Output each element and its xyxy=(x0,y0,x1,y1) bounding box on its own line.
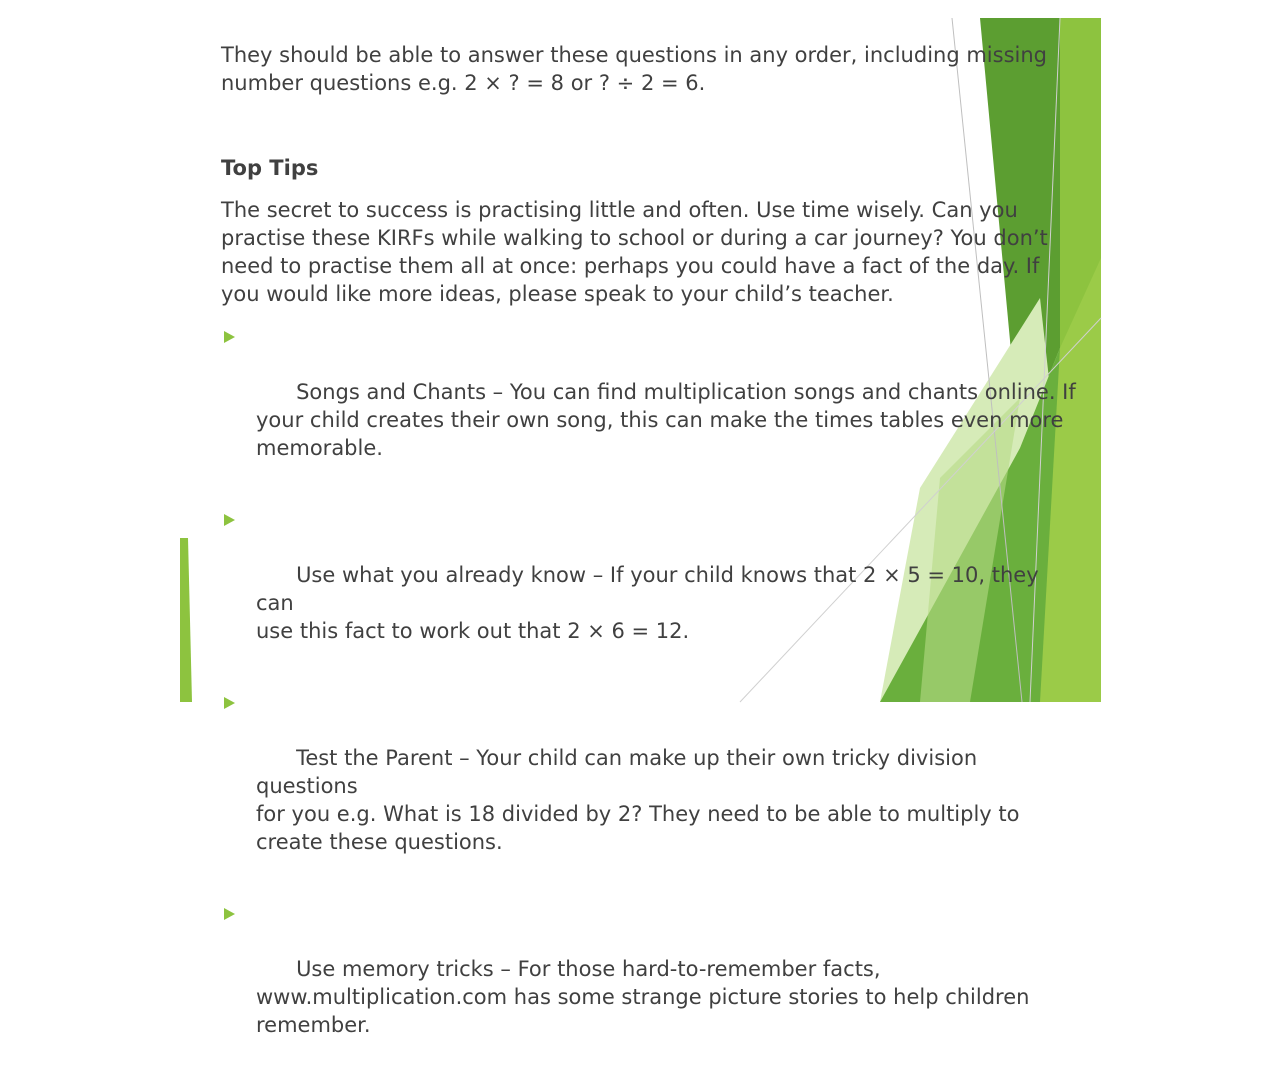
bullet-text: Use what you already know – If your child knows that 2 × 5 = 10, they can use this fact to work out that 2 × 6 = 12. xyxy=(256,563,1039,643)
bullet-text: Songs and Chants – You can find multiplication songs and chants online. If your child creates their own song, this can make the times tables even more memorable. xyxy=(256,380,1076,460)
bullet-arrow-icon xyxy=(224,331,235,343)
bullet-arrow-icon xyxy=(224,908,235,920)
bullet-use-what-you-know xyxy=(221,505,1081,673)
green-sliver-left xyxy=(180,538,192,702)
bullet-arrow-icon xyxy=(224,514,235,526)
bullet-text: Test the Parent – Your child can make up their own tricky division questions for you e.g. What is 18 divided by 2? They need to be able to multiply to create these questions. xyxy=(256,746,1020,854)
top-tips-heading: Top Tips xyxy=(221,156,319,180)
bullet-songs-and-chants xyxy=(221,322,1081,490)
slide xyxy=(180,18,1101,1037)
bullet-arrow-icon xyxy=(224,697,235,709)
intro-line-1: They should be able to answer these questions in any order, including missing xyxy=(221,43,1047,67)
intro-text xyxy=(221,41,1081,97)
bullet-text: Use memory tricks – For those hard-to-remember facts, www.multiplication.com has some strange picture stories to help children remember. xyxy=(256,957,1030,1037)
bullet-memory-tricks xyxy=(221,899,1081,1067)
bullet-test-the-parent xyxy=(221,688,1081,884)
intro-line-2: number questions e.g. 2 × ? = 8 or ? ÷ 2 = 6. xyxy=(221,71,706,95)
tips-bullet-list xyxy=(221,322,1081,1067)
top-tips-paragraph: The secret to success is practising little and often. Use time wisely. Can you practise these KIRFs while walking to school or during a car journey? You don’t need to practise them all at once: perhaps you could have a fact of the day. If you would like more ideas, please speak to your child’s teacher. xyxy=(221,198,1048,306)
